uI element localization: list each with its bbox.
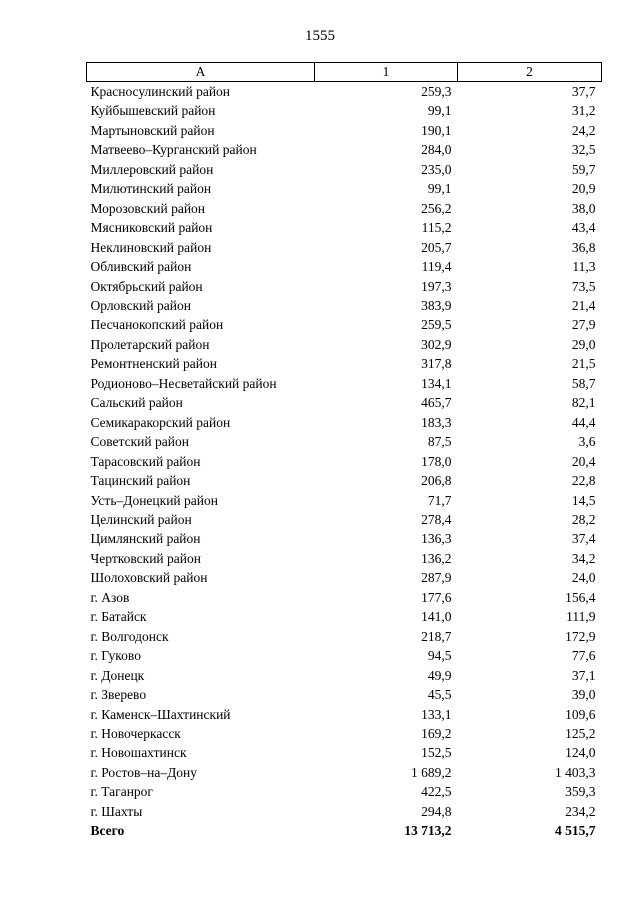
- cell-col2: 21,4: [571, 297, 596, 313]
- cell-col1: 218,7: [421, 628, 452, 644]
- table-row: [87, 354, 602, 373]
- table-row: [87, 666, 602, 685]
- table-row: [87, 529, 602, 548]
- table-row: [87, 413, 602, 432]
- table-row: [87, 121, 602, 140]
- table-row: [87, 510, 602, 529]
- cell-col2: 39,0: [571, 687, 596, 703]
- cell-col2: 73,5: [571, 278, 596, 294]
- cell-col1: 205,7: [421, 239, 452, 255]
- cell-col2: 156,4: [565, 589, 596, 605]
- table-row: [87, 238, 602, 257]
- header-cell-col1: 1: [315, 63, 458, 82]
- cell-territory: Октябрьский район: [90, 278, 203, 294]
- cell-territory: г. Каменск–Шахтинский: [90, 706, 231, 722]
- cell-col2: 109,6: [565, 706, 596, 722]
- cell-col2: 28,2: [571, 511, 596, 527]
- cell-territory: Мясниковский район: [90, 220, 213, 236]
- table-body: [87, 82, 602, 841]
- table-row: [87, 374, 602, 393]
- cell-col1: 178,0: [421, 453, 452, 469]
- cell-col1: 259,3: [421, 84, 452, 99]
- table-row: [87, 802, 602, 821]
- table-row: [87, 277, 602, 296]
- cell-territory: Целинский район: [90, 511, 192, 527]
- cell-territory: Орловский район: [90, 297, 191, 313]
- cell-col2: 24,2: [571, 122, 596, 138]
- cell-col2: 82,1: [571, 395, 596, 411]
- cell-territory: г. Новочеркасск: [90, 725, 181, 741]
- cell-col2: 44,4: [571, 414, 596, 430]
- cell-col2: 36,8: [571, 239, 596, 255]
- cell-col1: 115,2: [421, 220, 452, 236]
- table-row: [87, 257, 602, 276]
- cell-col1: 206,8: [421, 473, 452, 489]
- table-row: [87, 296, 602, 315]
- table-row: [87, 646, 602, 665]
- cell-territory: Сальский район: [90, 395, 183, 411]
- cell-territory: Миллеровский район: [90, 161, 214, 177]
- cell-col1: 136,2: [421, 550, 452, 566]
- cell-col1: 287,9: [421, 570, 452, 586]
- cell-col1: 136,3: [421, 531, 452, 547]
- cell-col2: 77,6: [571, 648, 596, 664]
- cell-col2: 11,3: [572, 259, 596, 275]
- cell-territory: Обливский район: [90, 259, 192, 275]
- table-row: [87, 179, 602, 198]
- table-row: [87, 763, 602, 782]
- table-row: [87, 315, 602, 334]
- cell-col1: 99,1: [427, 103, 452, 119]
- cell-territory: г. Волгодонск: [90, 628, 169, 644]
- cell-col2: 20,9: [571, 181, 596, 197]
- cell-territory: г. Таганрог: [90, 784, 153, 800]
- cell-col2: 37,1: [571, 667, 596, 683]
- table-row: [87, 199, 602, 218]
- cell-col1: 1 689,2: [411, 764, 452, 780]
- cell-col1: 45,5: [427, 687, 452, 703]
- cell-col1: 13 713,2: [404, 823, 452, 839]
- table-row: [87, 432, 602, 451]
- cell-territory: г. Шахты: [90, 803, 143, 819]
- cell-territory: Усть–Донецкий район: [90, 492, 218, 508]
- cell-col1: 152,5: [421, 745, 452, 761]
- cell-col2: 29,0: [571, 336, 596, 352]
- cell-territory: Ремонтненский район: [90, 356, 217, 372]
- cell-territory: г. Донецк: [90, 667, 145, 683]
- cell-col1: 383,9: [421, 297, 452, 313]
- page-number: 1555: [305, 28, 335, 44]
- header-cell-name: А: [87, 63, 315, 82]
- cell-territory: Красносулинский район: [90, 84, 231, 99]
- table-row: [87, 607, 602, 626]
- cell-col2: 22,8: [571, 473, 596, 489]
- cell-col1: 256,2: [421, 200, 452, 216]
- table-row: [87, 549, 602, 568]
- cell-col2: 24,0: [571, 570, 596, 586]
- cell-territory: г. Гуково: [90, 648, 141, 664]
- cell-col2: 58,7: [571, 375, 596, 391]
- cell-col1: 169,2: [421, 725, 452, 741]
- cell-col2: 111,9: [566, 609, 596, 625]
- table-row: [87, 82, 602, 102]
- cell-territory: Тарасовский район: [90, 453, 201, 469]
- cell-col2: 38,0: [571, 200, 596, 216]
- table-row: [87, 705, 602, 724]
- total-row: [87, 821, 602, 840]
- cell-col1: 71,7: [427, 492, 452, 508]
- cell-col2: 31,2: [571, 103, 596, 119]
- cell-col1: 465,7: [421, 395, 452, 411]
- cell-col1: 197,3: [421, 278, 452, 294]
- cell-territory: Семикаракорский район: [90, 414, 231, 430]
- cell-territory: Милютинский район: [90, 181, 212, 197]
- cell-col1: 294,8: [421, 803, 452, 819]
- cell-col1: 302,9: [421, 336, 452, 352]
- cell-col2: 3,6: [578, 434, 596, 450]
- table-row: [87, 160, 602, 179]
- table-row: [87, 782, 602, 801]
- data-table: [86, 62, 602, 841]
- cell-col2: 59,7: [571, 161, 596, 177]
- cell-col2: 20,4: [571, 453, 596, 469]
- cell-col1: 317,8: [421, 356, 452, 372]
- cell-territory: г. Батайск: [90, 609, 147, 625]
- cell-col1: 190,1: [421, 122, 452, 138]
- cell-territory: Песчанокопский район: [90, 317, 224, 333]
- table-row: [87, 452, 602, 471]
- cell-col2: 125,2: [565, 725, 596, 741]
- table-row: [87, 724, 602, 743]
- cell-col2: 14,5: [571, 492, 596, 508]
- cell-col2: 37,4: [571, 531, 596, 547]
- cell-col2: 21,5: [571, 356, 596, 372]
- cell-col1: 278,4: [421, 511, 452, 527]
- table-row: [87, 393, 602, 412]
- table-row: [87, 101, 602, 120]
- table-row: [87, 140, 602, 159]
- cell-col1: 235,0: [421, 161, 452, 177]
- table-row: [87, 568, 602, 587]
- cell-territory: Шолоховский район: [90, 570, 208, 586]
- cell-col1: 183,3: [421, 414, 452, 430]
- cell-territory: Чертковский район: [90, 550, 201, 566]
- table-row: [87, 743, 602, 762]
- cell-col2: 27,9: [571, 317, 596, 333]
- cell-col2: 34,2: [571, 550, 596, 566]
- cell-col1: 177,6: [421, 589, 452, 605]
- cell-col2: 359,3: [565, 784, 596, 800]
- header-cell-col2: 2: [458, 63, 602, 82]
- cell-col2: 43,4: [571, 220, 596, 236]
- table-row: [87, 627, 602, 646]
- cell-col1: 94,5: [427, 648, 452, 664]
- table-row: [87, 218, 602, 237]
- cell-col1: 134,1: [421, 375, 452, 391]
- cell-territory: Матвеево–Курганский район: [90, 142, 257, 158]
- cell-col1: 87,5: [427, 434, 452, 450]
- cell-territory: Советский район: [90, 434, 189, 450]
- cell-territory: Пролетарский район: [90, 336, 210, 352]
- cell-col1: 259,5: [421, 317, 452, 333]
- cell-col1: 133,1: [421, 706, 452, 722]
- cell-col2: 32,5: [571, 142, 596, 158]
- cell-col1: 49,9: [427, 667, 452, 683]
- table-row: [87, 335, 602, 354]
- table-row: [87, 685, 602, 704]
- cell-territory: г. Ростов–на–Дону: [90, 764, 198, 780]
- cell-col2: 4 515,7: [555, 823, 596, 839]
- cell-territory: Родионово–Несветайский район: [90, 375, 277, 391]
- cell-territory: Морозовский район: [90, 200, 206, 216]
- cell-territory: Тацинский район: [90, 473, 191, 489]
- table-row: [87, 588, 602, 607]
- cell-col1: 284,0: [421, 142, 452, 158]
- cell-col2: 234,2: [565, 803, 596, 819]
- cell-territory: Неклиновский район: [90, 239, 212, 255]
- cell-col1: 422,5: [421, 784, 452, 800]
- table-row: [87, 491, 602, 510]
- cell-col2: 172,9: [565, 628, 596, 644]
- cell-territory: г. Азов: [90, 589, 130, 605]
- cell-col2: 1 403,3: [555, 764, 596, 780]
- cell-territory: Куйбышевский район: [90, 103, 216, 119]
- cell-territory: Всего: [90, 823, 125, 839]
- cell-col1: 99,1: [427, 181, 452, 197]
- cell-col2: 37,7: [571, 84, 596, 99]
- cell-territory: г. Зверево: [90, 687, 147, 703]
- cell-col1: 119,4: [421, 259, 452, 275]
- cell-col2: 124,0: [565, 745, 596, 761]
- cell-territory: Мартыновский район: [90, 122, 215, 138]
- header-row: [87, 63, 602, 82]
- table-row: [87, 471, 602, 490]
- cell-territory: г. Новошахтинск: [90, 745, 187, 761]
- cell-col1: 141,0: [421, 609, 452, 625]
- cell-territory: Цимлянский район: [90, 531, 201, 547]
- table-header: [87, 63, 602, 82]
